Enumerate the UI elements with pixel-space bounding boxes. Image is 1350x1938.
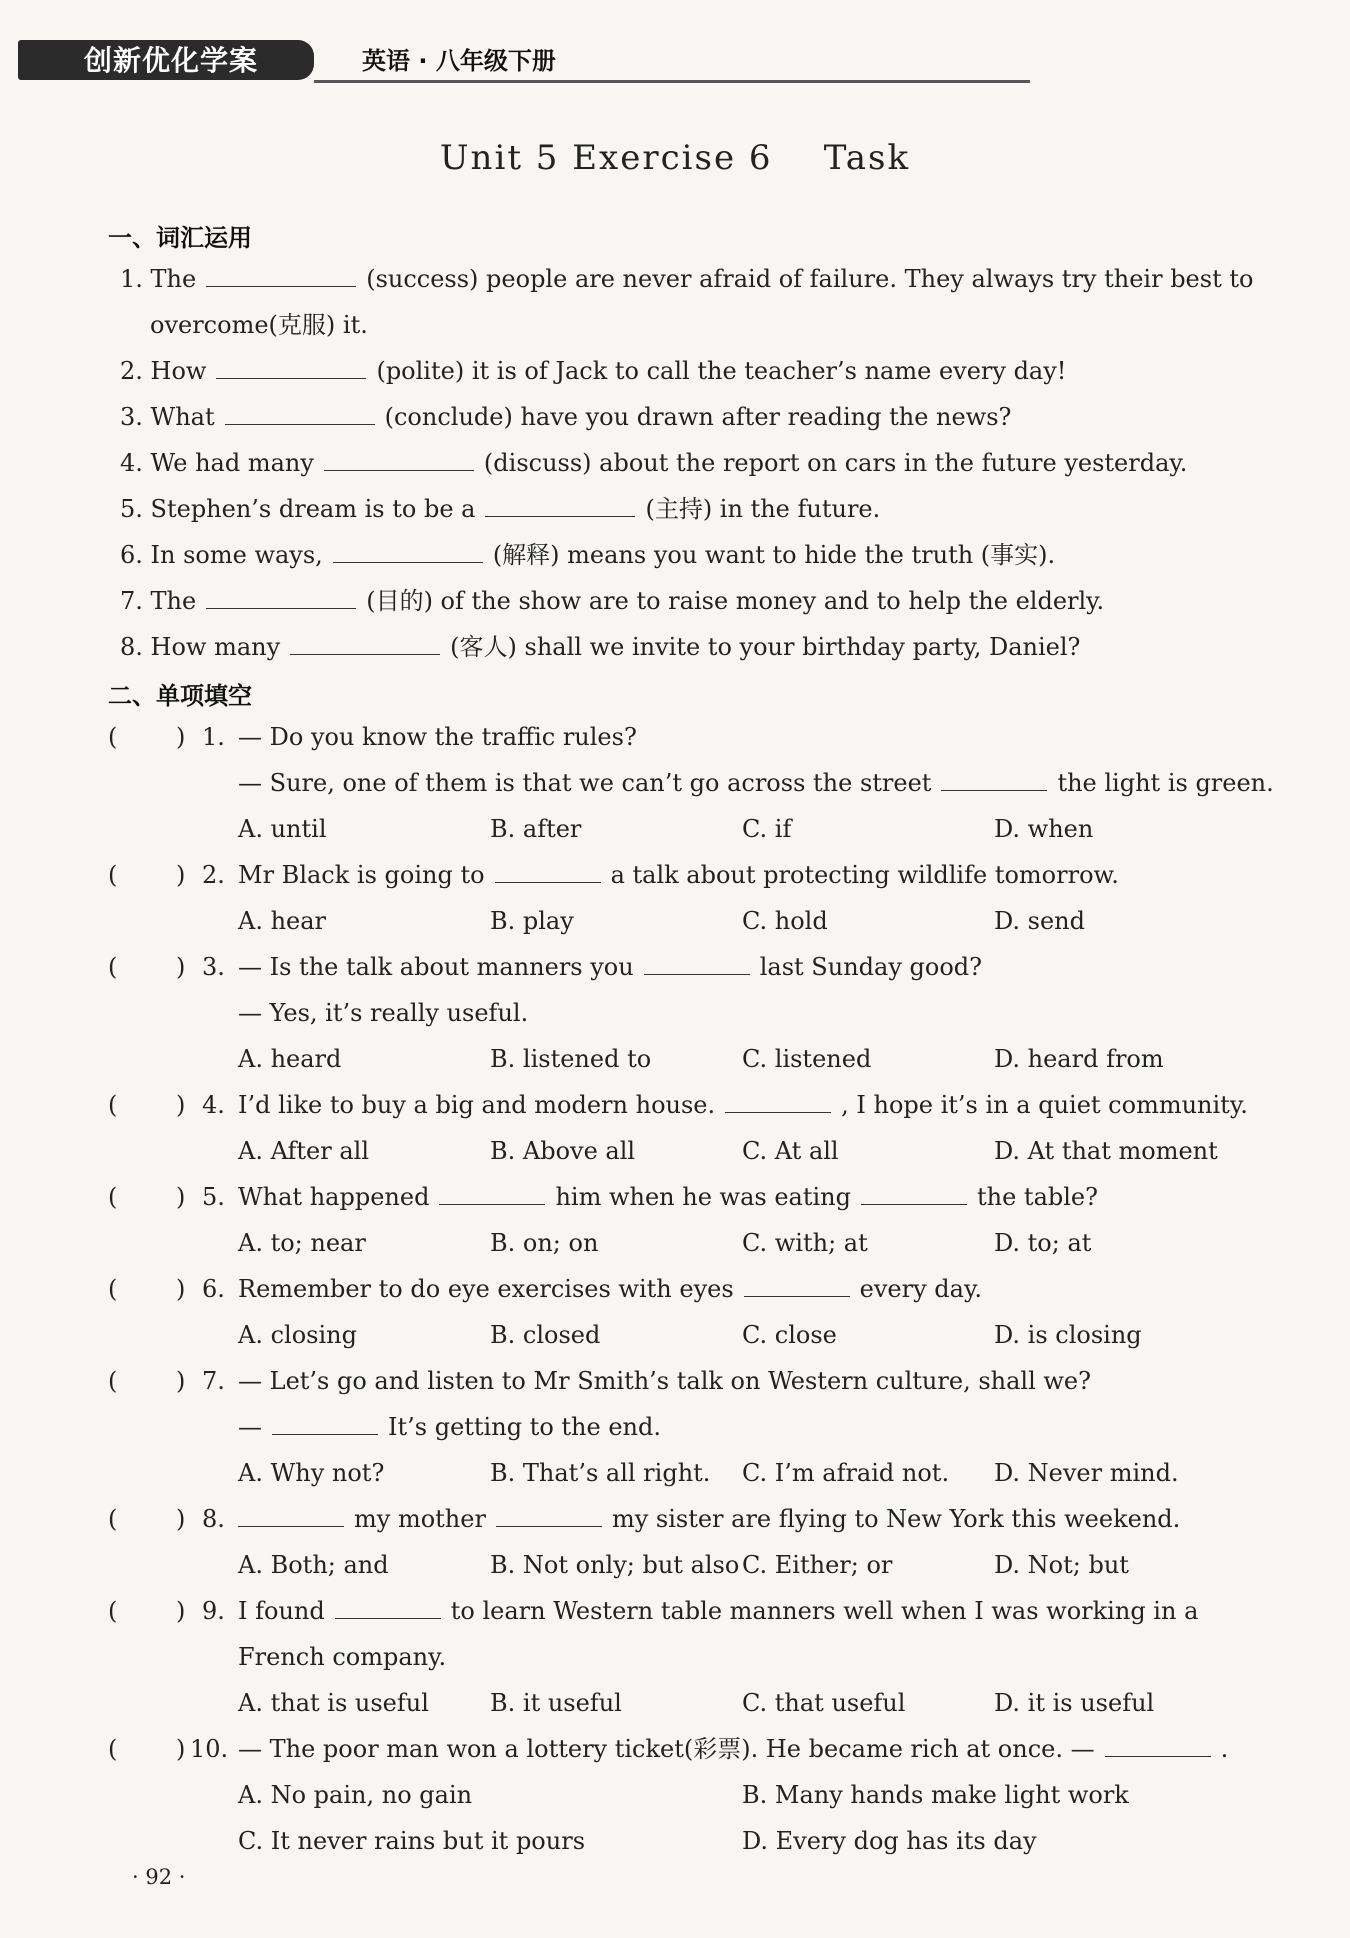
vocab-item-6: 6. In some ways, (解释) means you want to hide the truth (事实). (120, 541, 1056, 569)
answer-paren-close: ) (176, 1735, 186, 1763)
question-number: 4. (202, 1091, 225, 1119)
answer-paren-open: ( (108, 723, 118, 751)
question-10-line-1: — The poor man won a lottery ticket(彩票). He became rich at once. — . (238, 1735, 1229, 1763)
answer-paren-open: ( (108, 1505, 118, 1533)
option-d: D. is closing (994, 1321, 1142, 1349)
option-a: A. until (238, 815, 327, 843)
answer-paren-open: ( (108, 953, 118, 981)
option-d: D. it is useful (994, 1689, 1155, 1717)
answer-blank[interactable] (495, 860, 601, 883)
option-b: B. closed (490, 1321, 601, 1349)
option-d: D. Never mind. (994, 1459, 1179, 1487)
option-c: C. that useful (742, 1689, 906, 1717)
option-d: D. Not; but (994, 1551, 1129, 1579)
answer-paren-close: ) (176, 861, 186, 889)
option-c: C. if (742, 815, 792, 843)
header-rule (314, 80, 1030, 83)
vocab-item-5: 5. Stephen’s dream is to be a (主持) in the future. (120, 495, 881, 523)
option-a: A. heard (238, 1045, 342, 1073)
section-heading-multiple-choice: 二、单项填空 (108, 682, 252, 710)
vocab-item-2: 2. How (polite) it is of Jack to call the teacher’s name every day! (120, 357, 1067, 385)
header-subject: 英语 · 八年级下册 (362, 47, 556, 75)
question-5-line-1: What happened him when he was eating the table? (238, 1183, 1098, 1211)
option-b: B. Not only; but also (490, 1551, 740, 1579)
option-d: D. heard from (994, 1045, 1164, 1073)
option-a: A. closing (238, 1321, 357, 1349)
answer-paren-close: ) (176, 1275, 186, 1303)
option-b: B. after (490, 815, 582, 843)
option-b: B. That’s all right. (490, 1459, 711, 1487)
answer-blank[interactable] (941, 768, 1047, 791)
answer-paren-open: ( (108, 1735, 118, 1763)
answer-blank[interactable] (439, 1182, 545, 1205)
answer-paren-close: ) (176, 953, 186, 981)
option-d: D. when (994, 815, 1094, 843)
question-number: 10. (190, 1735, 229, 1763)
answer-paren-close: ) (176, 1183, 186, 1211)
answer-paren-close: ) (176, 1597, 186, 1625)
answer-blank[interactable] (324, 448, 474, 471)
question-4-line-1: I’d like to buy a big and modern house. , I hope it’s in a quiet community. (238, 1091, 1248, 1119)
question-number: 2. (202, 861, 225, 889)
answer-paren-open: ( (108, 1275, 118, 1303)
question-9-line-1: I found to learn Western table manners well when I was working in a (238, 1597, 1199, 1625)
option-c: C. listened (742, 1045, 872, 1073)
answer-blank[interactable] (861, 1182, 967, 1205)
question-1-line-2: — Sure, one of them is that we can’t go across the street the light is green. (238, 769, 1274, 797)
answer-paren-open: ( (108, 861, 118, 889)
option-c: C. I’m afraid not. (742, 1459, 950, 1487)
vocab-item-3: 3. What (conclude) have you drawn after reading the news? (120, 403, 1012, 431)
answer-paren-close: ) (176, 1091, 186, 1119)
option-b: B. play (490, 907, 574, 935)
answer-blank[interactable] (744, 1274, 850, 1297)
answer-blank[interactable] (216, 356, 366, 379)
answer-blank[interactable] (225, 402, 375, 425)
option-d: D. to; at (994, 1229, 1092, 1257)
question-6-line-1: Remember to do eye exercises with eyes every day. (238, 1275, 982, 1303)
option-c: C. It never rains but it pours (238, 1827, 586, 1855)
option-c: C. with; at (742, 1229, 868, 1257)
question-number: 5. (202, 1183, 225, 1211)
question-number: 1. (202, 723, 225, 751)
answer-paren-close: ) (176, 1505, 186, 1533)
question-3-line-2: — Yes, it’s really useful. (238, 999, 529, 1027)
page-number: · 92 · (132, 1865, 186, 1889)
answer-paren-open: ( (108, 1183, 118, 1211)
option-a: A. hear (238, 907, 327, 935)
option-c: C. At all (742, 1137, 839, 1165)
option-c: C. Either; or (742, 1551, 893, 1579)
option-a: A. to; near (238, 1229, 366, 1257)
option-d: D. At that moment (994, 1137, 1218, 1165)
answer-blank[interactable] (238, 1504, 344, 1527)
option-c: C. close (742, 1321, 837, 1349)
question-number: 3. (202, 953, 225, 981)
answer-paren-open: ( (108, 1091, 118, 1119)
option-b: B. on; on (490, 1229, 599, 1257)
answer-blank[interactable] (485, 494, 635, 517)
header-brand: 创新优化学案 (84, 44, 259, 77)
answer-paren-close: ) (176, 1367, 186, 1395)
option-a: A. Why not? (238, 1459, 385, 1487)
vocab-item-1-continued: overcome(克服) it. (150, 311, 368, 339)
question-7-line-2: — It’s getting to the end. (238, 1413, 661, 1441)
option-a: A. Both; and (238, 1551, 389, 1579)
answer-blank[interactable] (206, 586, 356, 609)
question-2-line-1: Mr Black is going to a talk about protecting wildlife tomorrow. (238, 861, 1119, 889)
option-b: B. Many hands make light work (742, 1781, 1129, 1809)
question-number: 7. (202, 1367, 225, 1395)
answer-blank[interactable] (725, 1090, 831, 1113)
answer-blank[interactable] (644, 952, 750, 975)
answer-blank[interactable] (333, 540, 483, 563)
question-number: 8. (202, 1505, 225, 1533)
option-c: C. hold (742, 907, 828, 935)
option-d: D. Every dog has its day (742, 1827, 1037, 1855)
question-8-line-1: my mother my sister are flying to New York this weekend. (228, 1504, 1180, 1534)
question-number: 6. (202, 1275, 225, 1303)
answer-blank[interactable] (206, 264, 356, 287)
option-a: A. After all (238, 1137, 369, 1165)
question-1-line-1: — Do you know the traffic rules? (238, 723, 637, 751)
answer-paren-close: ) (176, 723, 186, 751)
vocab-item-7: 7. The (目的) of the show are to raise money and to help the elderly. (120, 587, 1105, 615)
answer-blank[interactable] (290, 632, 440, 655)
question-7-line-1: — Let’s go and listen to Mr Smith’s talk on Western culture, shall we? (238, 1367, 1091, 1395)
answer-paren-open: ( (108, 1597, 118, 1625)
question-3-line-1: — Is the talk about manners you last Sunday good? (238, 953, 982, 981)
option-b: B. Above all (490, 1137, 636, 1165)
answer-blank[interactable] (335, 1596, 441, 1619)
vocab-item-8: 8. How many (客人) shall we invite to your birthday party, Daniel? (120, 633, 1081, 661)
answer-blank[interactable] (496, 1504, 602, 1527)
vocab-item-1: 1. The (success) people are never afraid of failure. They always try their best to (120, 265, 1254, 293)
answer-paren-open: ( (108, 1367, 118, 1395)
answer-blank[interactable] (1105, 1734, 1211, 1757)
answer-blank[interactable] (272, 1412, 378, 1435)
option-a: A. that is useful (238, 1689, 429, 1717)
section-heading-vocabulary: 一、词汇运用 (108, 224, 252, 252)
option-a: A. No pain, no gain (238, 1781, 473, 1809)
option-b: B. it useful (490, 1689, 622, 1717)
vocab-item-4: 4. We had many (discuss) about the report on cars in the future yesterday. (120, 449, 1188, 477)
question-9-line-2: French company. (238, 1643, 447, 1671)
option-b: B. listened to (490, 1045, 652, 1073)
option-d: D. send (994, 907, 1085, 935)
question-number: 9. (202, 1597, 225, 1625)
page-title: Unit 5 Exercise 6 Task (439, 138, 911, 178)
